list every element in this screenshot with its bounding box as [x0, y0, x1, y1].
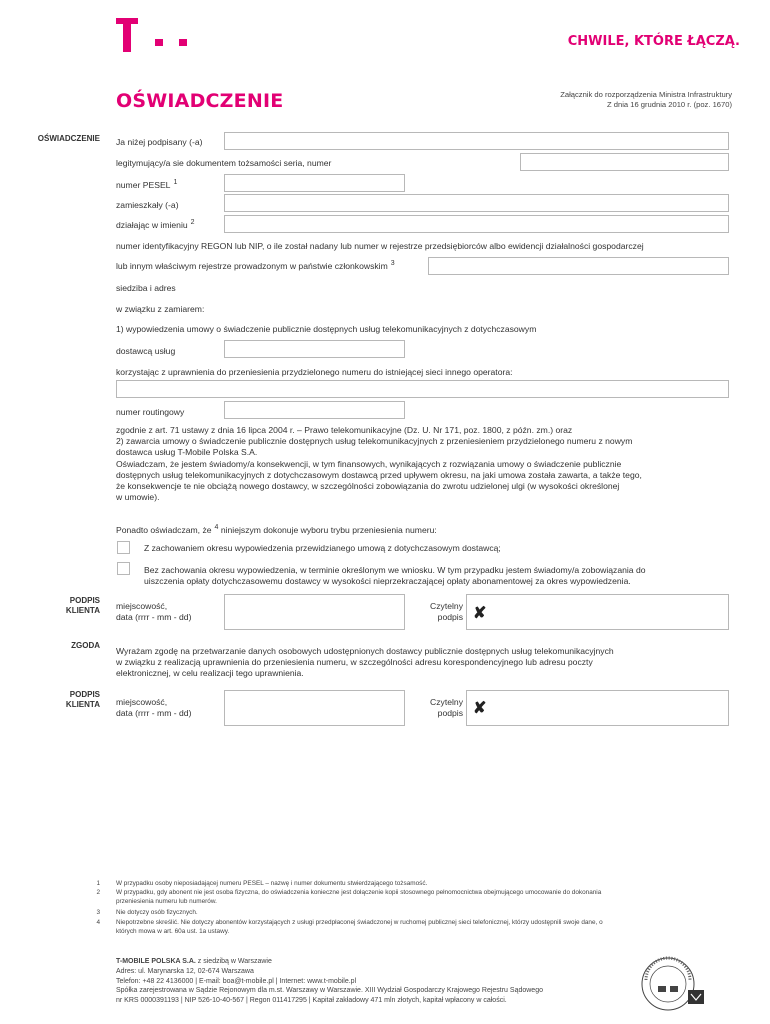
id-document-field[interactable]: [520, 153, 729, 171]
page-title: OŚWIADCZENIE: [116, 90, 284, 112]
provider-field[interactable]: [224, 340, 405, 358]
other-register-label: lub innym właściwym rejestrze prowadzonym w państwie członkowskim $^3$: [116, 260, 395, 271]
footnote-2: 2 W przypadku, gdy abonent nie jest osoba fizyczna, do oświadczenia konieczne jest dołączenie kopii stosownego pełnomocnictwa obejmującego umocowanie do dokonania przeniesienia numeru lub numerów.: [96, 889, 602, 905]
sign1-signature-field[interactable]: [466, 594, 729, 630]
other-register-field[interactable]: [428, 257, 729, 275]
sign2-place-date-field[interactable]: [224, 690, 405, 726]
consent-text: Wyrażam zgodę na przetwarzanie danych osobowych udostępnionych dostawcy publicznie dostępnych usług telekomunikacyjnych w związku z realizacją uprawnienia do przeniesienia numeru, w szczególności adresu korespondencyjnego lub adresu poczty elektronicznej, w celu realizacji tego uprawnienia.: [116, 646, 614, 679]
footnote-1: 1 W przypadku osoby nieposiadającej numeru PESEL – nazwę i numer dokumentu stwierdzającego tożsamość.: [96, 880, 428, 887]
pesel-label: numer PESEL $^1$: [116, 179, 178, 190]
pesel-field[interactable]: [224, 174, 405, 192]
annex-note: Załącznik do rozporządzenia Ministra Infrastruktury Z dnia 16 grudnia 2010 r. (poz. 1670): [560, 90, 732, 109]
sign2-signature-field[interactable]: [466, 690, 729, 726]
sign1-place-date-label: miejscowość, data (rrrr - mm - dd): [116, 601, 192, 623]
option2-checkbox[interactable]: [117, 562, 130, 575]
legal-paragraph: zgodnie z art. 71 ustawy z dnia 16 lipca 2004 r. – Prawo telekomunikacyjne (Dz. U. Nr 171, poz. 1800, z późn. zm.) oraz 2) zawarcia umowy o świadczenie publicznie dostępnych usług telekomunikacyjnych z przeniesieniem przydzielonego numeru z nowym dostawca usług T-Mobile Polska S.A. Oświadczam, że jestem świadomy/a konsekwencji, w tym finansowych, wynikających z rozwiązania umowy o świadczenie publicznie dostępnych usług telekomunikacyjnych z dotychczasowym dostawcą przed upływem okresu, na jaki umowa została zawarta, a także tego, że konsekwencje te nie obciążą nowego dostawcy, w szczególności zobowiązania do zwrotu udzielonej ulgi (w wysokości określonej w umowie).: [116, 425, 642, 503]
choice-lead: Ponadto oświadczam, że $^4$ niniejszym dokonuje wyboru trybu przeniesienia numeru:: [116, 524, 437, 535]
regon-label: numer identyfikacyjny REGON lub NIP, o ile został nadany lub numer w rejestrze przedsiębiorców albo ewidencji działalności gospodarczej: [116, 241, 644, 251]
t-mobile-logo: [116, 18, 138, 52]
residence-label: zamieszkały (-a): [116, 200, 179, 210]
seat-label: siedziba i adres: [116, 283, 176, 293]
provider-label: dostawcą usług: [116, 346, 176, 356]
logo-dot-icon: [155, 39, 163, 46]
section-zgoda: ZGODA: [71, 641, 100, 650]
option1-label: Z zachowaniem okresu wypowiedzenia przewidzianego umową z dotychczasowym dostawcą;: [144, 543, 501, 553]
section-podpis-klienta-2: PODPIS KLIENTA: [65, 690, 100, 709]
intent-label: w związku z zamiarem:: [116, 304, 205, 314]
routing-number-field[interactable]: [224, 401, 405, 419]
item1-label: 1) wypowiedzenia umowy o świadczenie publicznie dostępnych usług telekomunikacyjnych z dotychczasowym: [116, 324, 537, 334]
porting-label: korzystając z uprawnienia do przeniesienia przydzielonego numeru do istniejącej sieci innego operatora:: [116, 367, 513, 377]
on-behalf-field[interactable]: [224, 215, 729, 233]
company-footer: T-MOBILE POLSKA S.A. z siedzibą w Warszawie Adres: ul. Marynarska 12, 02-674 Warszawa Telefon: +48 22 4136000 | E-mail: boa@t-mobile.pl | Internet: www.t-mobile.pl Spółka zarejestrowana w Sądzie Rejonowym dla m.st. Warszawy w Warszawie. XIII Wydział Gospodarczy Krajowego Rejestru Sądowego nr KRS 0000391193 | NIP 526-10-40-567 | Regon 011417295 | Kapitał zakładowy 471 mln złotych, kapitał wpłacony w całości.: [116, 958, 543, 1005]
logo-dot-icon: [179, 39, 187, 46]
porting-field[interactable]: [116, 380, 729, 398]
sign1-legible-label: Czytelny podpis: [430, 601, 463, 623]
sign2-legible-label: Czytelny podpis: [430, 697, 463, 719]
id-document-label: legitymujący/a sie dokumentem tożsamości seria, numer: [116, 158, 332, 168]
residence-field[interactable]: [224, 194, 729, 212]
footnote-3: 3 Nie dotyczy osób fizycznych.: [96, 909, 198, 916]
undersigned-field[interactable]: [224, 132, 729, 150]
routing-label: numer routingowy: [116, 407, 185, 417]
sign2-cross-icon: ✘: [473, 700, 487, 717]
sign1-place-date-field[interactable]: [224, 594, 405, 630]
on-behalf-label: działając w imieniu $^2$: [116, 219, 195, 230]
section-podpis-klienta-1: PODPIS KLIENTA: [65, 596, 100, 615]
undersigned-label: Ja niżej podpisany (-a): [116, 137, 203, 147]
slogan: CHWILE, KTÓRE ŁĄCZĄ.: [567, 34, 740, 49]
section-oswiadczenie: OŚWIADCZENIE: [37, 134, 100, 143]
option2-label: Bez zachowania okresu wypowiedzenia, w terminie określonym we wniosku. W tym przypadku jestem świadomy/a zobowiązania do uiszczenia opłaty dotychczasowemu dostawcy w wysokości nieprzekraczającej opłaty abonamentowej za okres wypowiedzenia.: [144, 565, 646, 587]
sign1-cross-icon: ✘: [473, 605, 487, 622]
footnote-4: 4 Niepotrzebne skreślić. Nie dotyczy abonentów korzystających z usługi przedpłaconej świadczonej w ruchomej publicznej sieci telefonicznej, którzy udostępnili swoje dane, o których mowa w art. 60a ust. 1a ustawy.: [96, 919, 603, 935]
certification-seal-icon: [636, 950, 712, 1012]
sign2-place-date-label: miejscowość, data (rrrr - mm - dd): [116, 697, 192, 719]
option1-checkbox[interactable]: [117, 541, 130, 554]
